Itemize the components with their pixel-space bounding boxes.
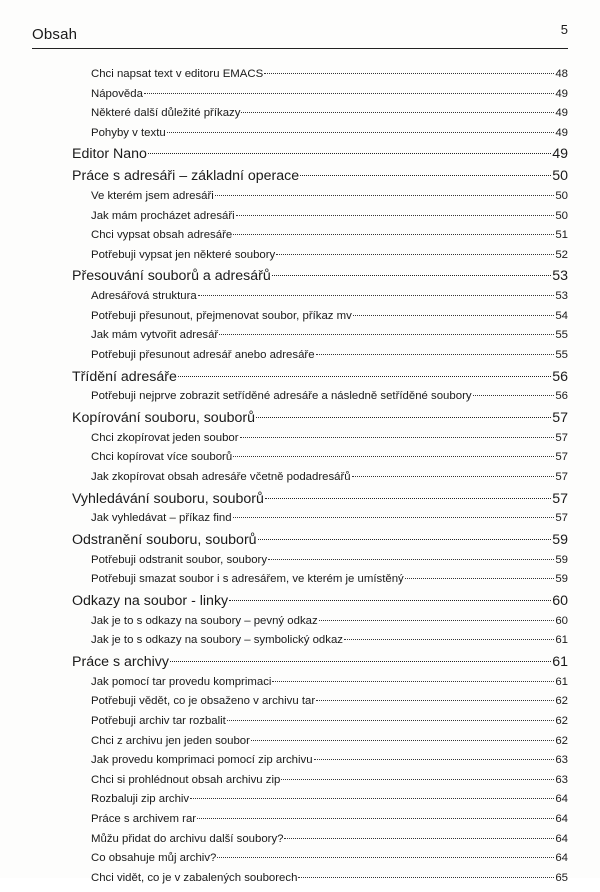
toc-section-entry <box>91 852 568 872</box>
toc-dot-leader <box>281 779 554 780</box>
toc-dot-leader <box>284 838 554 839</box>
toc-entry-title: Potřebuji odstranit soubor, soubory <box>91 553 268 566</box>
toc-entry-title: Jak je to s odkazy na soubory – symbolický odkaz <box>91 634 343 647</box>
toc-section-entry <box>91 774 568 794</box>
toc-entry-title: Chci si prohlédnout obsah archivu zip <box>91 773 281 786</box>
toc-entry-title: Přesouvání souborů a adresářů <box>72 268 271 285</box>
toc-dot-leader <box>241 112 554 113</box>
toc-section-entry <box>91 813 568 833</box>
toc-entry-page: 64 <box>555 793 568 806</box>
toc-entry-page: 64 <box>555 832 568 845</box>
toc-section-entry <box>91 735 568 755</box>
toc-entry-page: 60 <box>552 593 568 609</box>
toc-dot-leader <box>219 334 554 335</box>
toc-entry-title: Práce s archivy <box>72 654 169 670</box>
toc-section-entry <box>91 451 568 471</box>
toc-section-entry <box>91 68 568 88</box>
toc-section-entry <box>91 127 568 147</box>
toc-entry-page: 54 <box>555 309 568 322</box>
toc-dot-leader <box>314 759 555 760</box>
toc-entry-page: 50 <box>555 190 568 202</box>
toc-entry-page: 53 <box>555 290 568 303</box>
toc-section-entry <box>91 554 568 574</box>
toc-entry-page: 57 <box>552 410 568 426</box>
toc-entry-page: 55 <box>555 329 568 342</box>
toc-dot-leader <box>167 132 555 133</box>
toc-entry-title: Potřebuji vypsat jen některé soubory <box>91 248 276 261</box>
toc-section-entry <box>91 676 568 696</box>
toc-chapter-entry <box>72 146 568 168</box>
toc-entry-title: Jak pomocí tar provedu komprimaci <box>91 675 272 688</box>
toc-entry-title: Chci napsat text v editoru EMACS <box>91 68 264 80</box>
toc-chapter-entry <box>72 168 568 190</box>
toc-dot-leader <box>265 498 551 499</box>
toc-section-entry <box>91 107 568 127</box>
toc-entry-title: Práce s archivem rar <box>91 813 197 825</box>
toc-dot-leader <box>316 700 554 701</box>
toc-entry-title: Ve kterém jsem adresáři <box>91 190 214 202</box>
toc-entry-page: 62 <box>555 715 568 727</box>
toc-section-entry <box>91 634 568 654</box>
toc-entry-page: 57 <box>555 451 568 464</box>
toc-entry-page: 51 <box>555 229 568 242</box>
toc-entry-title: Potřebuji nejprve zobrazit setříděné adresáře a následně setříděné soubory <box>91 390 472 403</box>
toc-entry-title: Chci vidět, co je v zabalených souborech <box>91 871 298 884</box>
toc-dot-leader <box>217 857 554 858</box>
toc-entry-title: Adresářová struktura <box>91 290 197 303</box>
toc-section-entry <box>91 229 568 249</box>
toc-section-entry <box>91 573 568 593</box>
toc-dot-leader <box>198 295 555 296</box>
toc-dot-leader <box>352 476 555 477</box>
toc-entry-title: Některé další důležité příkazy <box>91 107 241 120</box>
toc-dot-leader <box>144 93 554 94</box>
toc-dot-leader <box>264 73 554 74</box>
toc-entry-page: 59 <box>555 553 568 566</box>
toc-dot-leader <box>227 720 554 721</box>
toc-entry-page: 57 <box>555 431 568 444</box>
toc-entry-page: 60 <box>555 614 568 627</box>
toc-section-entry <box>91 872 568 892</box>
toc-entry-page: 62 <box>555 734 568 747</box>
toc-section-entry <box>91 432 568 452</box>
toc-entry-page: 49 <box>555 87 568 100</box>
toc-section-entry <box>91 754 568 774</box>
toc-entry-page: 56 <box>552 368 568 385</box>
toc-dot-leader <box>405 578 555 579</box>
toc-entry-page: 61 <box>555 634 568 647</box>
toc-entry-page: 59 <box>555 573 568 586</box>
toc-entry-page: 62 <box>555 695 568 708</box>
toc-dot-leader <box>256 417 551 418</box>
toc-dot-leader <box>178 376 551 377</box>
toc-section-entry <box>91 833 568 853</box>
toc-chapter-entry <box>72 369 568 391</box>
toc-entry-title: Potřebuji přesunout adresář anebo adresáře <box>91 349 315 361</box>
toc-entry-title: Editor Nano <box>72 146 147 163</box>
toc-entry-title: Chci kopírovat více souborů <box>91 451 233 464</box>
toc-dot-leader <box>240 437 555 438</box>
toc-section-entry <box>91 290 568 310</box>
toc-entry-title: Chci vypsat obsah adresáře <box>91 229 233 242</box>
toc-dot-leader <box>268 559 554 560</box>
running-header <box>32 22 568 49</box>
toc-dot-leader <box>229 600 551 601</box>
toc-dot-leader <box>215 195 555 196</box>
toc-entry-title: Co obsahuje můj archiv? <box>91 852 217 865</box>
toc-section-entry <box>91 715 568 735</box>
toc-entry-page: 49 <box>555 126 568 139</box>
toc-entry-page: 63 <box>555 773 568 786</box>
toc-entry-title: Potřebuji smazat soubor i s adresářem, ve kterém je umístěný <box>91 573 404 586</box>
toc-entry-title: Chci zkopírovat jeden soubor <box>91 431 239 444</box>
toc-entry-page: 55 <box>555 349 568 361</box>
toc-chapter-entry <box>72 410 568 432</box>
toc-entry-page: 61 <box>555 675 568 688</box>
toc-entry-title: Můžu přidat do archivu další soubory? <box>91 832 284 845</box>
toc-dot-leader <box>148 153 551 154</box>
toc-chapter-entry <box>72 532 568 554</box>
toc-entry-page: 63 <box>555 754 568 767</box>
toc-section-entry <box>91 793 568 813</box>
toc-entry-page: 56 <box>555 390 568 403</box>
toc-section-entry <box>91 471 568 491</box>
toc-entry-title: Odkazy na soubor - linky <box>72 593 229 609</box>
toc-section-entry <box>91 390 568 410</box>
toc-section-entry <box>91 695 568 715</box>
toc-entry-title: Jak vyhledávat – příkaz find <box>91 512 232 525</box>
toc-entry-title: Jak zkopírovat obsah adresáře včetně podadresářů <box>91 471 351 483</box>
toc-entry-title: Vyhledávání souboru, souborů <box>72 490 264 507</box>
toc-entry-title: Jak mám vytvořit adresář <box>91 329 219 342</box>
toc-entry-page: 48 <box>555 68 568 80</box>
toc-entry-page: 65 <box>555 871 568 884</box>
toc-entry-title: Potřebuji přesunout, přejmenovat soubor, příkaz mv <box>91 309 352 322</box>
toc-chapter-entry <box>72 491 568 513</box>
toc-dot-leader <box>276 254 554 255</box>
toc-section-entry <box>91 249 568 269</box>
toc-section-entry <box>91 329 568 349</box>
toc-entry-title: Kopírování souboru, souborů <box>72 410 255 426</box>
toc-dot-leader <box>236 215 555 216</box>
toc-entry-title: Třídění adresáře <box>72 368 177 385</box>
page-number: 5 <box>560 22 568 37</box>
toc-chapter-entry <box>72 268 568 290</box>
toc-entry-page: 52 <box>555 248 568 261</box>
toc-section-entry <box>91 615 568 635</box>
toc-dot-leader <box>300 175 551 176</box>
toc-entry-title: Nápověda <box>91 87 143 100</box>
toc-entry-page: 50 <box>555 209 568 222</box>
toc-dot-leader <box>258 539 552 540</box>
toc-entry-page: 61 <box>552 654 568 670</box>
toc-dot-leader <box>473 395 555 396</box>
toc-dot-leader <box>316 354 555 355</box>
toc-entry-page: 49 <box>552 146 568 163</box>
toc-entry-page: 64 <box>555 852 568 865</box>
toc-chapter-entry <box>72 593 568 615</box>
toc-section-entry <box>91 349 568 369</box>
toc-chapter-entry <box>72 654 568 676</box>
toc-dot-leader <box>319 620 555 621</box>
toc-entry-title: Potřebuji archiv tar rozbalit <box>91 715 226 727</box>
toc-dot-leader <box>353 315 554 316</box>
toc-entry-page: 50 <box>552 168 568 185</box>
toc-section-entry <box>91 512 568 532</box>
toc-section-entry <box>91 210 568 230</box>
toc-entry-title: Potřebuji vědět, co je obsaženo v archivu tar <box>91 695 316 708</box>
toc-dot-leader <box>233 517 555 518</box>
toc-entry-page: 49 <box>555 107 568 120</box>
toc-entry-title: Odstranění souboru, souborů <box>72 532 257 548</box>
toc-entry-page: 57 <box>555 471 568 483</box>
toc-dot-leader <box>344 639 554 640</box>
toc-entry-title: Jak mám procházet adresáři <box>91 209 235 222</box>
toc-entry-page: 57 <box>552 490 568 507</box>
toc-entry-title: Jak provedu komprimaci pomocí zip archivu <box>91 754 313 767</box>
toc-dot-leader <box>251 740 554 741</box>
toc-entry-title: Práce s adresáři – základní operace <box>72 168 300 185</box>
toc-entry-page: 53 <box>552 268 568 285</box>
toc-dot-leader <box>272 275 551 276</box>
toc-entry-page: 57 <box>555 512 568 525</box>
toc-dot-leader <box>272 681 554 682</box>
toc-entry-title: Jak je to s odkazy na soubory – pevný odkaz <box>91 614 318 627</box>
toc-dot-leader <box>233 456 554 457</box>
toc-section-entry <box>91 88 568 108</box>
toc-entry-title: Chci z archivu jen jeden soubor <box>91 734 250 747</box>
toc-entry-page: 59 <box>552 532 568 548</box>
toc-dot-leader <box>197 818 554 819</box>
toc-dot-leader <box>233 234 554 235</box>
toc-dot-leader <box>190 798 554 799</box>
toc-section-entry <box>91 310 568 330</box>
toc-dot-leader <box>170 661 551 662</box>
toc-entry-page: 64 <box>555 813 568 825</box>
toc-section-entry <box>91 190 568 210</box>
running-header-title: Obsah <box>32 26 78 43</box>
toc-entry-title: Rozbaluji zip archiv <box>91 793 190 806</box>
toc-entry-title: Pohyby v textu <box>91 126 166 139</box>
